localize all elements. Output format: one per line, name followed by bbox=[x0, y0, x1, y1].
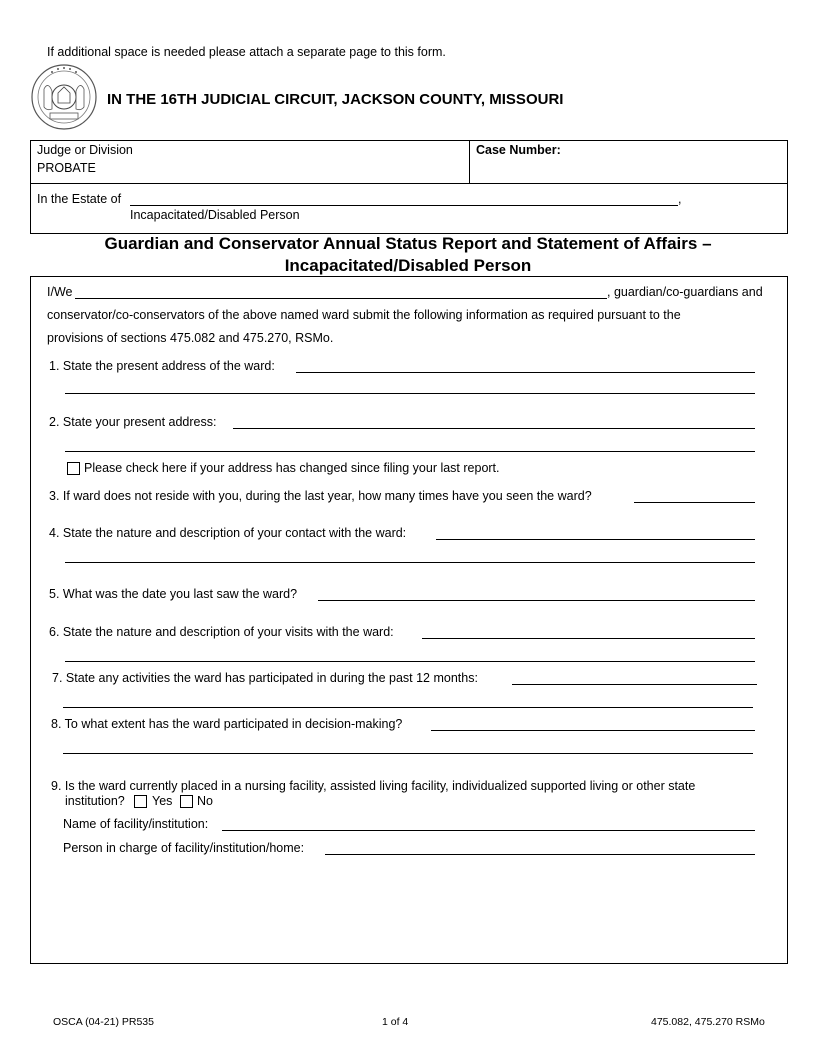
caption-divider bbox=[30, 183, 787, 184]
ward-address-field-1[interactable] bbox=[296, 372, 755, 373]
attachment-note: If additional space is needed please attach a separate page to this form. bbox=[47, 45, 446, 59]
state-seal bbox=[30, 63, 98, 131]
placed-no-label: No bbox=[197, 794, 213, 808]
last-seen-date-field[interactable] bbox=[318, 600, 755, 601]
person-in-charge-label: Person in charge of facility/institution/home: bbox=[63, 841, 305, 855]
question-9-institution-label: institution? bbox=[65, 794, 125, 808]
address-changed-label: Please check here if your address has changed since filing your last report. bbox=[84, 461, 500, 475]
case-number-label: Case Number: bbox=[476, 143, 561, 157]
judge-value: PROBATE bbox=[37, 161, 96, 175]
placed-yes-label: Yes bbox=[152, 794, 173, 808]
your-address-field-1[interactable] bbox=[233, 428, 755, 429]
statute-reference: 475.082, 475.270 RSMo bbox=[651, 1016, 765, 1028]
person-in-charge-field[interactable] bbox=[325, 854, 755, 855]
form-title-line2: Incapacitated/Disabled Person bbox=[284, 256, 532, 275]
address-changed-checkbox[interactable] bbox=[67, 462, 80, 475]
question-2: 2. State your present address: bbox=[49, 415, 217, 429]
contact-description-field-2[interactable] bbox=[65, 562, 755, 563]
page-number: 1 of 4 bbox=[382, 1016, 409, 1028]
estate-label: In the Estate of bbox=[37, 192, 122, 206]
intro-line3: provisions of sections 475.082 and 475.270, RSMo. bbox=[47, 331, 334, 345]
visits-description-field-1[interactable] bbox=[422, 638, 755, 639]
question-1: 1. State the present address of the ward: bbox=[49, 359, 275, 373]
estate-sublabel: Incapacitated/Disabled Person bbox=[130, 208, 300, 222]
estate-comma: , bbox=[678, 192, 682, 206]
ward-address-field-2[interactable] bbox=[65, 393, 755, 394]
iwe-label: I/We bbox=[47, 285, 73, 299]
question-7: 7. State any activities the ward has participated in during the past 12 months: bbox=[52, 671, 478, 685]
question-3: 3. If ward does not reside with you, during the last year, how many times have you seen the ward? bbox=[49, 489, 592, 503]
question-8: 8. To what extent has the ward participated in decision-making? bbox=[51, 717, 403, 731]
court-heading: IN THE 16TH JUDICIAL CIRCUIT, JACKSON COUNTY, MISSOURI bbox=[107, 91, 564, 108]
state-seal-icon bbox=[30, 63, 98, 131]
judge-label: Judge or Division bbox=[37, 143, 133, 157]
placed-yes-checkbox[interactable] bbox=[134, 795, 147, 808]
activities-field-2[interactable] bbox=[63, 707, 753, 708]
question-6: 6. State the nature and description of your visits with the ward: bbox=[49, 625, 394, 639]
form-title-line1: Guardian and Conservator Annual Status Report and Statement of Affairs – bbox=[104, 234, 712, 253]
facility-name-label: Name of facility/institution: bbox=[63, 817, 209, 831]
iwe-tail: , guardian/co-guardians and bbox=[607, 285, 763, 299]
question-4: 4. State the nature and description of your contact with the ward: bbox=[49, 526, 407, 540]
contact-description-field-1[interactable] bbox=[436, 539, 755, 540]
facility-name-field[interactable] bbox=[222, 830, 755, 831]
caption-column-divider bbox=[469, 140, 470, 183]
question-9: 9. Is the ward currently placed in a nursing facility, assisted living facility, individualized supported living or other state bbox=[51, 779, 696, 793]
activities-field-1[interactable] bbox=[512, 684, 757, 685]
placed-no-checkbox[interactable] bbox=[180, 795, 193, 808]
form-id: OSCA (04-21) PR535 bbox=[53, 1016, 154, 1028]
your-address-field-2[interactable] bbox=[65, 451, 755, 452]
decision-making-field-1[interactable] bbox=[431, 730, 755, 731]
times-seen-field[interactable] bbox=[634, 502, 755, 503]
guardian-names-field[interactable] bbox=[75, 298, 607, 299]
decision-making-field-2[interactable] bbox=[63, 753, 753, 754]
visits-description-field-2[interactable] bbox=[65, 661, 755, 662]
intro-line2: conservator/co-conservators of the above named ward submit the following information as required pursuant to the bbox=[47, 308, 681, 322]
question-5: 5. What was the date you last saw the ward? bbox=[49, 587, 298, 601]
estate-name-field[interactable] bbox=[130, 205, 678, 206]
report-body-box bbox=[30, 276, 788, 964]
case-number-field[interactable] bbox=[476, 161, 776, 177]
